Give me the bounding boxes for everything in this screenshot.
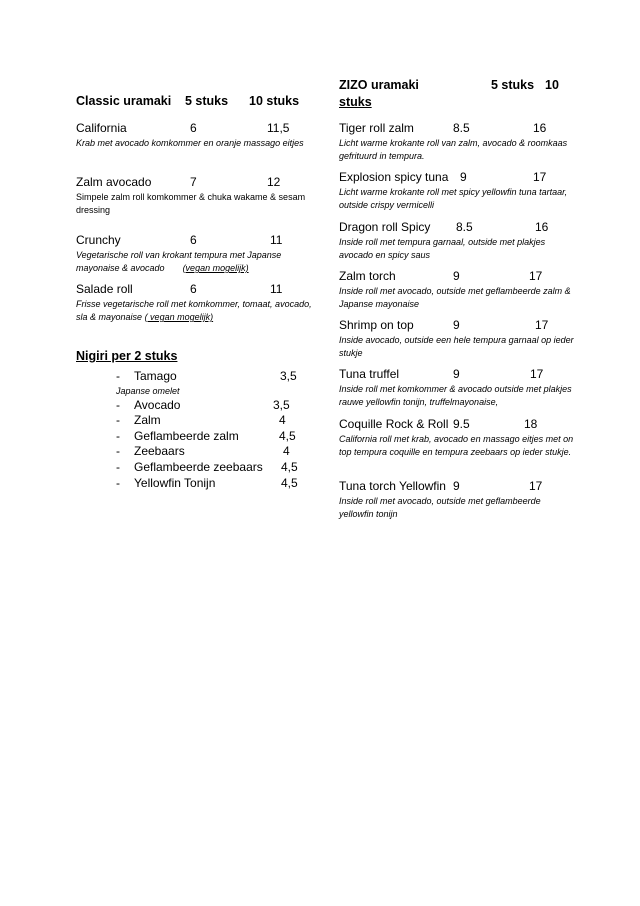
menu-item — [339, 268, 574, 311]
classic-uramaki-title: Classic uramaki — [76, 94, 172, 108]
item-price-10: 17 — [529, 269, 543, 283]
menu-item — [76, 174, 312, 217]
item-name: Crunchy — [76, 233, 121, 247]
zizo-uramaki-title: ZIZO uramaki — [339, 78, 419, 92]
menu-item — [339, 219, 574, 262]
nigiri-price: 4 — [283, 444, 290, 459]
nigiri-name: Geflambeerde zeebaars — [134, 459, 263, 474]
menu-item — [339, 478, 574, 521]
list-dash: - — [116, 444, 120, 459]
item-price-5: 6 — [190, 282, 197, 296]
nigiri-price: 4,5 — [281, 459, 298, 474]
list-item — [116, 398, 300, 414]
item-price-10: 18 — [524, 417, 538, 431]
list-dash: - — [116, 413, 120, 428]
menu-item — [339, 120, 574, 163]
nigiri-name: Zalm — [134, 413, 161, 428]
item-name: California — [76, 121, 127, 135]
item-description: Licht warme krokante roll van zalm, avocado & roomkaas gefrituurd in tempura. — [339, 138, 568, 161]
nigiri-title: Nigiri per 2 stuks — [76, 349, 178, 363]
zizo-5-stuks-header: 5 stuks — [491, 78, 535, 92]
classic-10-stuks-header: 10 stuks — [249, 94, 300, 108]
nigiri-price: 3,5 — [273, 397, 290, 412]
item-price-10: 17 — [535, 318, 549, 332]
item-description: Inside roll met avocado, outside met geflambeerde yellowfin tonijn — [339, 496, 541, 519]
item-description — [76, 298, 312, 324]
item-description: California roll met krab, avocado en massago eitjes met on top tempura coquille en tempura zeebaars op ieder stukje. — [339, 434, 574, 457]
list-item — [116, 460, 300, 476]
item-price-5: 9 — [460, 170, 467, 184]
item-price-5: 9.5 — [453, 417, 470, 431]
list-dash: - — [116, 459, 120, 474]
item-price-5: 9 — [453, 318, 460, 332]
item-price-5: 9 — [453, 479, 460, 493]
item-price-5: 6 — [190, 233, 197, 247]
item-price-10: 16 — [535, 220, 549, 234]
item-price-5: 8.5 — [453, 121, 470, 135]
nigiri-name: Yellowfin Tonijn — [134, 475, 216, 490]
item-name: Tuna truffel — [339, 367, 400, 381]
menu-item — [339, 317, 574, 360]
item-price-5: 9 — [453, 269, 460, 283]
list-dash: - — [116, 428, 120, 443]
item-price-5: 7 — [190, 175, 197, 189]
nigiri-price: 4 — [279, 413, 286, 428]
item-name: Coquille Rock & Roll — [339, 417, 449, 431]
menu-item — [76, 281, 312, 324]
item-price-10: 11 — [270, 233, 283, 247]
item-name: Salade roll — [76, 282, 133, 296]
nigiri-price: 3,5 — [280, 369, 297, 383]
nigiri-name: Avocado — [134, 397, 181, 412]
item-price-10: 11,5 — [267, 121, 290, 135]
nigiri-subtitle: Japanse omelet — [116, 385, 180, 396]
item-price-10: 16 — [533, 121, 547, 135]
list-item — [116, 444, 300, 460]
item-description: Inside roll met komkommer & avocado outside met plakjes rauwe yellowfin tonijn, truffelmayonaise, — [339, 384, 572, 407]
item-description: Licht warme krokante roll met spicy yellowfin tuna tartaar, outside crispy vermicelli — [339, 187, 568, 210]
nigiri-name: Zeebaars — [134, 444, 185, 459]
vegan-note: ( vegan mogelijk) — [144, 312, 214, 322]
list-dash: - — [116, 369, 120, 383]
item-price-5: 6 — [190, 121, 197, 135]
item-name: Zalm avocado — [76, 175, 152, 189]
item-name: Dragon roll Spicy — [339, 220, 431, 234]
zizo-10-header: 10 — [545, 78, 559, 92]
item-description: Inside roll met avocado, outside met geflambeerde zalm & Japanse mayonaise — [339, 286, 571, 309]
nigiri-price: 4,5 — [279, 428, 296, 443]
nigiri-price: 4,5 — [281, 475, 298, 490]
nigiri-list — [116, 369, 300, 491]
item-name: Tiger roll zalm — [339, 121, 414, 135]
nigiri-name: Geflambeerde zalm — [134, 428, 239, 443]
item-name: Zalm torch — [339, 269, 396, 283]
list-dash: - — [116, 397, 120, 412]
menu-item — [339, 416, 574, 459]
item-name: Shrimp on top — [339, 318, 414, 332]
item-description: Krab met avocado komkommer en oranje massago eitjes — [76, 138, 304, 148]
menu-item — [76, 232, 312, 275]
nigiri-name: Tamago — [134, 369, 177, 383]
item-price-10: 17 — [530, 367, 544, 381]
classic-uramaki-header — [76, 93, 298, 110]
item-description: Inside avocado, outside een hele tempura garnaal op ieder stukje — [339, 335, 574, 358]
item-price-10: 11 — [270, 282, 283, 296]
item-description-text: Vegetarische roll van krokant tempura met Japanse mayonaise & avocado — [76, 250, 282, 273]
item-description-text: Frisse vegetarische roll met komkommer, tomaat, avocado, sla & mayonaise — [76, 299, 312, 322]
classic-5-stuks-header: 5 stuks — [185, 94, 229, 108]
item-description: Simpele zalm roll komkommer & chuka wakame & sesam dressing — [76, 192, 306, 215]
item-description: Inside roll met tempura garnaal, outside met plakjes avocado en spicy saus — [339, 237, 546, 260]
zizo-uramaki-header — [339, 77, 564, 94]
list-dash: - — [116, 475, 120, 490]
list-item — [116, 369, 300, 385]
item-description — [76, 249, 312, 275]
vegan-note: (vegan mogelijk) — [182, 263, 249, 273]
item-price-5: 9 — [453, 367, 460, 381]
item-price-5: 8.5 — [456, 220, 473, 234]
menu-item — [339, 169, 574, 212]
item-price-10: 17 — [533, 170, 547, 184]
menu-item — [76, 120, 312, 150]
item-name: Tuna torch Yellowfin — [339, 479, 446, 493]
list-item — [116, 476, 300, 492]
item-price-10: 12 — [267, 175, 281, 189]
item-name: Explosion spicy tuna — [339, 170, 449, 184]
item-price-10: 17 — [529, 479, 543, 493]
list-item — [116, 429, 300, 445]
menu-item — [339, 366, 574, 409]
zizo-stuks-label: stuks — [339, 95, 372, 109]
list-item — [116, 413, 300, 429]
